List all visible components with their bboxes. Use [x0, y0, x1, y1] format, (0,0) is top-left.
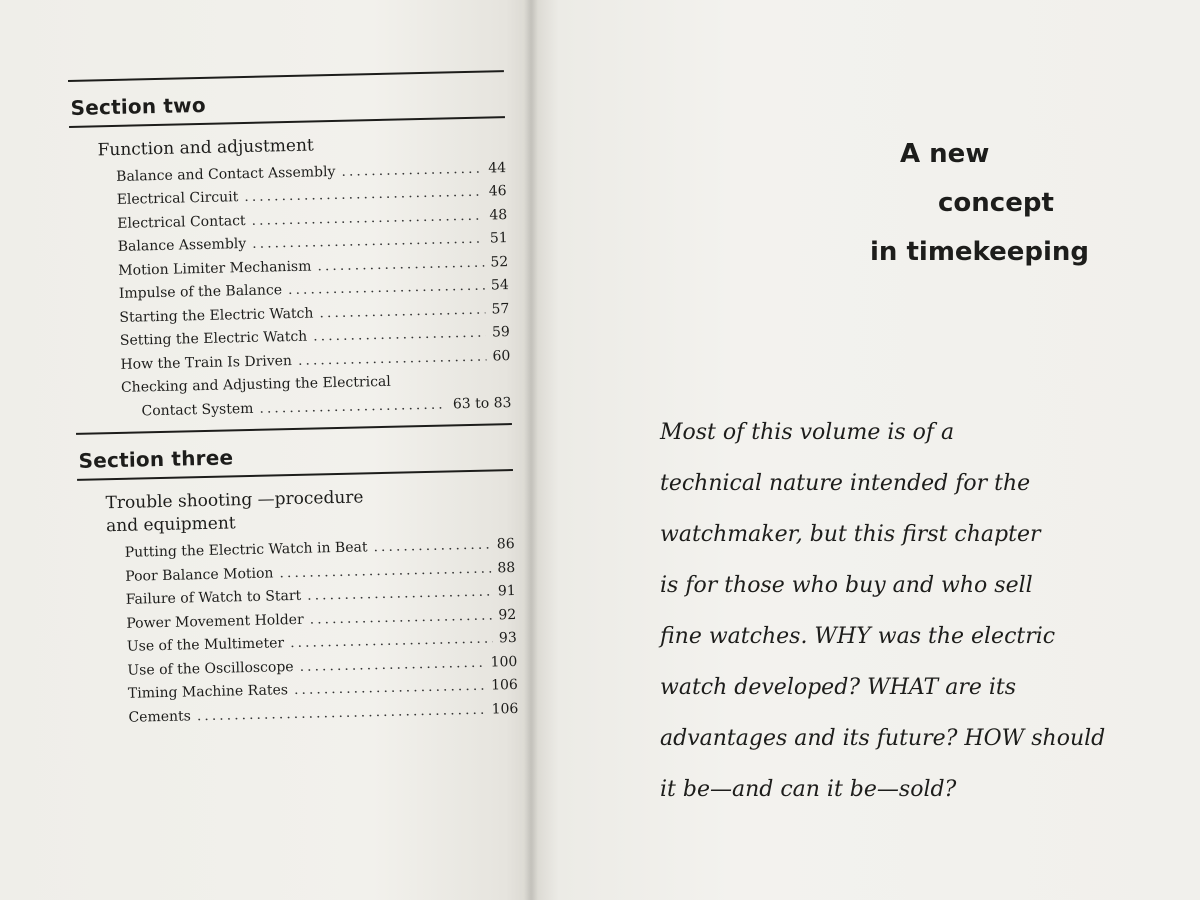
intro-line: advantages and its future? HOW should [660, 726, 1106, 751]
intro-line: is for those who buy and who sell [660, 573, 1033, 598]
dot-leader [259, 393, 447, 421]
toc-entry: Electrical Circuit ..... 46 [116, 181, 506, 213]
toc-entry: Balance Assembly ..... 51 [118, 228, 508, 260]
page-number: 86 [496, 536, 515, 553]
toc-entry: Timing Machine Rates ..... 106 [128, 674, 518, 706]
toc-entry: Starting the Electric Watch ..... 57 [119, 298, 509, 330]
section-heading: Section two [70, 92, 207, 120]
page-number: 106 [490, 677, 519, 694]
page-number: 48 [489, 207, 508, 224]
toc-entry: Setting the Electric Watch ..... 59 [120, 321, 510, 353]
page-number: 59 [491, 324, 511, 341]
chapter-headline [870, 130, 1170, 277]
headline-line: in timekeeping [870, 237, 1090, 267]
dot-leader [373, 534, 491, 560]
dot-leader [341, 158, 482, 185]
page-number: 52 [490, 253, 509, 271]
toc-entry: Power Movement Holder ..... 92 [126, 604, 516, 636]
book-gutter [524, 0, 538, 900]
toc-entry: Putting the Electric Watch in Beat ..... 86 [124, 533, 514, 565]
left-page [0, 0, 532, 900]
toc-entry: Balance and Contact Assembly ..... 44 [116, 157, 506, 189]
page-number: 46 [488, 183, 507, 200]
page-number: 93 [498, 630, 517, 647]
table-of-contents [68, 70, 519, 731]
toc-entry: Impulse of the Balance ..... 54 [119, 274, 509, 306]
dot-leader [298, 346, 487, 374]
headline-line: concept [938, 188, 1054, 218]
toc-entry: Failure of Watch to Start ..... 91 [126, 580, 516, 612]
toc-entry-continuation: Contact System ..... 63 to 83 [121, 392, 511, 424]
subsection-title: Function and adjustment [97, 135, 314, 161]
page-number: 57 [491, 300, 510, 318]
section-heading: Section three [78, 445, 234, 474]
page-number: 51 [489, 230, 508, 247]
toc-entry: How the Train Is Driven ..... 60 [120, 345, 510, 377]
page-number: 60 [492, 347, 511, 365]
toc-entries [124, 533, 518, 730]
toc-entry: Poor Balance Motion ..... 88 [125, 557, 515, 589]
toc-entry: Use of the Oscilloscope ..... 100 [127, 651, 517, 683]
page-number: 92 [498, 606, 517, 624]
toc-entries [116, 157, 512, 424]
section-rule-top [68, 70, 504, 82]
toc-entry: Checking and Adjusting the Electrical [120, 374, 391, 397]
headline-line: A new [900, 139, 990, 169]
toc-entry: Electrical Contact ..... 48 [117, 204, 507, 236]
intro-line: watch developed? WHAT are its [660, 675, 1017, 700]
intro-paragraph [660, 407, 1160, 815]
intro-line: fine watches. WHY was the electric [660, 624, 1056, 649]
intro-line: technical nature intended for the [660, 471, 1031, 496]
toc-entry: Use of the Multimeter ..... 93 [127, 627, 517, 659]
page-number: 88 [497, 559, 516, 577]
page-number: 106 [491, 700, 519, 718]
page-number: 44 [488, 160, 507, 177]
page-number: 54 [490, 277, 509, 294]
toc-entry: Cements ..... 106 [128, 698, 518, 730]
toc-entry: Motion Limiter Mechanism ..... 52 [118, 251, 508, 283]
intro-line: it be—and can it be—sold? [660, 777, 957, 802]
page-number: 63 to 83 [452, 394, 512, 413]
intro-line: watchmaker, but this first chapter [660, 522, 1041, 547]
subsection-title: Trouble shooting —procedure and equipment [105, 487, 364, 537]
page-number: 100 [490, 653, 518, 671]
page-number: 91 [497, 583, 516, 600]
intro-line: Most of this volume is of a [660, 420, 955, 445]
